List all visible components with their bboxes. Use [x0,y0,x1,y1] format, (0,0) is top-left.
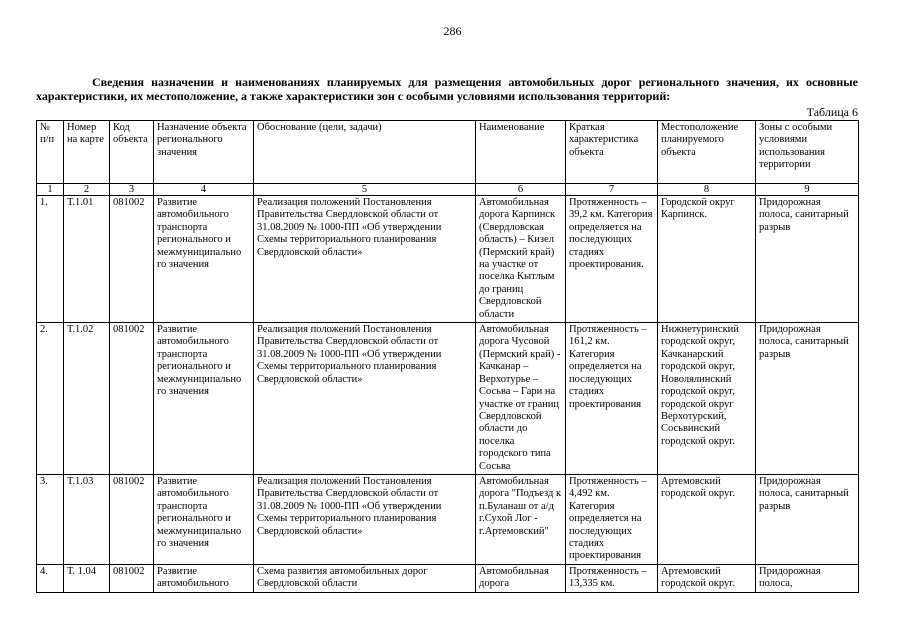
header-characteristic: Краткая характеристика объекта [566,121,658,184]
cell-name: Автомобильная дорога "Подъезд к п.Буланаш от а/д г.Сухой Лог - г.Артемовский" [476,474,566,564]
column-number: 7 [566,184,658,196]
table-header-row [37,121,859,184]
cell-num: 1. [37,196,64,323]
cell-characteristic: Протяженность – 13,335 км. [566,564,658,592]
cell-zones: Придорожная полоса, санитарный разрыв [756,196,859,323]
cell-purpose: Развитие автомобильного [154,564,254,592]
cell-object-code: 081002 [110,474,154,564]
cell-object-code: 081002 [110,323,154,475]
cell-object-code: 081002 [110,196,154,323]
table-row [37,196,859,323]
cell-purpose: Развитие автомобильного транспорта регионального и межмуниципально го значения [154,323,254,475]
cell-map-number: Т. 1.04 [64,564,110,592]
column-number: 4 [154,184,254,196]
cell-map-number: Т.1.02 [64,323,110,475]
header-name: Наименование [476,121,566,184]
cell-map-number: Т.1.01 [64,196,110,323]
cell-characteristic: Протяженность – 161,2 км. Категория определяется на последующих стадиях проектирования [566,323,658,475]
table-row [37,474,859,564]
cell-zones: Придорожная полоса, [756,564,859,592]
cell-characteristic: Протяженность – 4,492 км. Категория определяется на последующих стадиях проектирования [566,474,658,564]
cell-zones: Придорожная полоса, санитарный разрыв [756,474,859,564]
column-number: 2 [64,184,110,196]
cell-name: Автомобильная дорога Карпинск (Свердловская область) – Кизел (Пермский край) на участке от поселка Кытлым до границ Свердловской области [476,196,566,323]
header-num: № п/п [37,121,64,184]
cell-object-code: 081002 [110,564,154,592]
cell-num: 2. [37,323,64,475]
column-number: 1 [37,184,64,196]
column-number: 6 [476,184,566,196]
column-number: 5 [254,184,476,196]
header-map-number: Номер на карте [64,121,110,184]
cell-name: Автомобильная дорога [476,564,566,592]
cell-purpose: Развитие автомобильного транспорта регионального и межмуниципально го значения [154,196,254,323]
header-location: Местоположение планируемого объекта [658,121,756,184]
cell-zones: Придорожная полоса, санитарный разрыв [756,323,859,475]
roads-table [36,120,859,593]
column-number-row [37,184,859,196]
cell-purpose: Развитие автомобильного транспорта регионального и межмуниципально го значения [154,474,254,564]
cell-characteristic: Протяженность – 39,2 км. Категория определяется на последующих стадиях проектирования. [566,196,658,323]
table-row [37,564,859,592]
cell-location: Нижнетуринский городской округ, Качканарский городской округ, Новолялинский городской округ, городской округ Верхотурский, Сосьвинский городской округ. [658,323,756,475]
table-row [37,323,859,475]
cell-num: 4. [37,564,64,592]
cell-location: Городской округ Карпинск. [658,196,756,323]
column-number: 8 [658,184,756,196]
header-basis: Обоснование (цели, задачи) [254,121,476,184]
column-number: 3 [110,184,154,196]
cell-basis: Реализация положений Постановления Правительства Свердловской области от 31.08.2009 № 1000-ПП «Об утверждении Схемы территориального планирования Свердловской области» [254,323,476,475]
document-title: Сведения назначении и наименованиях планируемых для размещения автомобильных дорог регионального значения, их основные характеристики, их местоположение, а также характеристики зон с особыми условиями использования территорий: [36,75,858,103]
table-caption: Таблица 6 [806,105,858,119]
page-number: 286 [443,24,462,38]
header-purpose: Назначение объекта регионального значения [154,121,254,184]
cell-basis: Реализация положений Постановления Правительства Свердловской области от 31.08.2009 № 1000-ПП «Об утверждении Схемы территориального планирования Свердловской области» [254,474,476,564]
cell-location: Артемовский городской округ. [658,474,756,564]
cell-basis: Схема развития автомобильных дорог Свердловской области [254,564,476,592]
cell-location: Артемовский городской округ. [658,564,756,592]
column-number: 9 [756,184,859,196]
cell-num: 3. [37,474,64,564]
cell-name: Автомобильная дорога Чусовой (Пермский край) - Качканар – Верхотурье – Сосьва – Гари на участке от границ Свердловской области до поселка городского типа Сосьва [476,323,566,475]
cell-map-number: Т.1.03 [64,474,110,564]
header-object-code: Код объекта [110,121,154,184]
cell-basis: Реализация положений Постановления Правительства Свердловской области от 31.08.2009 № 1000-ПП «Об утверждении Схемы территориального планирования Свердловской области» [254,196,476,323]
header-zones: Зоны с особыми условиями использования территории [756,121,859,184]
